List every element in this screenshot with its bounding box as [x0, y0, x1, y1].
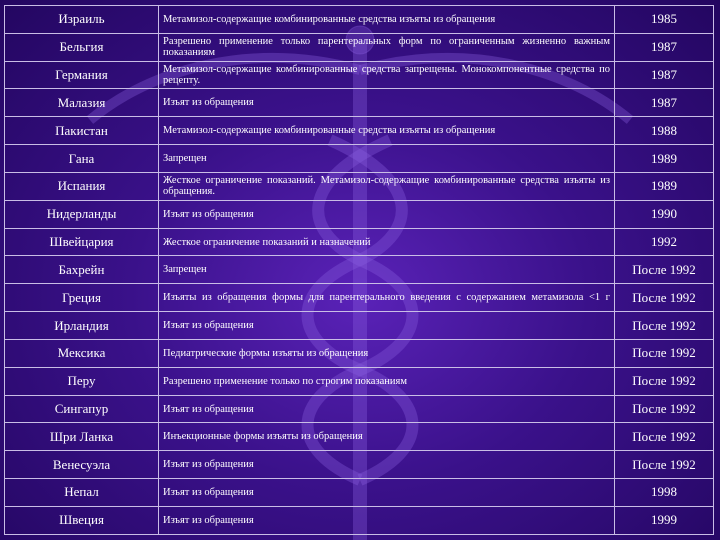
table-row — [5, 367, 714, 395]
year-cell: После 1992 — [615, 423, 714, 451]
year-cell: После 1992 — [615, 339, 714, 367]
country-cell: Непал — [5, 479, 159, 507]
measure-cell: Изъяты из обращения формы для парентерального введения с содержанием метамизола <1 г — [159, 284, 615, 312]
table-row — [5, 479, 714, 507]
table-row — [5, 506, 714, 534]
measure-cell: Запрещен — [159, 145, 615, 173]
measure-cell: Изъят из обращения — [159, 312, 615, 340]
country-cell: Сингапур — [5, 395, 159, 423]
year-cell: 1998 — [615, 479, 714, 507]
table-row — [5, 284, 714, 312]
measure-cell: Метамизол-содержащие комбинированные средства изъяты из обращения — [159, 117, 615, 145]
table-row — [5, 61, 714, 89]
table-row — [5, 89, 714, 117]
year-cell: 1989 — [615, 172, 714, 200]
country-cell: Швейцария — [5, 228, 159, 256]
measure-cell: Инъекционные формы изъяты из обращения — [159, 423, 615, 451]
measure-cell: Изъят из обращения — [159, 451, 615, 479]
table-row — [5, 145, 714, 173]
country-cell: Мексика — [5, 339, 159, 367]
measure-cell: Жесткое ограничение показаний и назначений — [159, 228, 615, 256]
year-cell: После 1992 — [615, 367, 714, 395]
country-cell: Перу — [5, 367, 159, 395]
table-row — [5, 312, 714, 340]
year-cell: 1989 — [615, 145, 714, 173]
table-row — [5, 423, 714, 451]
country-cell: Шри Ланка — [5, 423, 159, 451]
year-cell: После 1992 — [615, 395, 714, 423]
country-cell: Малазия — [5, 89, 159, 117]
country-cell: Германия — [5, 61, 159, 89]
measure-cell: Изъят из обращения — [159, 89, 615, 117]
year-cell: 1988 — [615, 117, 714, 145]
table-row — [5, 200, 714, 228]
country-cell: Швеция — [5, 506, 159, 534]
year-cell: 1990 — [615, 200, 714, 228]
country-cell: Гана — [5, 145, 159, 173]
table-row — [5, 228, 714, 256]
country-cell: Израиль — [5, 6, 159, 34]
measure-cell: Изъят из обращения — [159, 506, 615, 534]
measure-cell: Педиатрические формы изъяты из обращения — [159, 339, 615, 367]
country-cell: Греция — [5, 284, 159, 312]
year-cell: 1992 — [615, 228, 714, 256]
measure-cell: Метамизол-содержащие комбинированные средства изъяты из обращения — [159, 6, 615, 34]
measure-cell: Метамизол-содержащие комбинированные средства запрещены. Монокомпонентные средства по рецепту. — [159, 61, 615, 89]
year-cell: После 1992 — [615, 451, 714, 479]
country-cell: Пакистан — [5, 117, 159, 145]
table-row — [5, 395, 714, 423]
country-cell: Нидерланды — [5, 200, 159, 228]
country-cell: Испания — [5, 172, 159, 200]
table-row — [5, 451, 714, 479]
measure-cell: Жесткое ограничение показаний. Метамизол-содержащие комбинированные средства изъяты из обращения. — [159, 172, 615, 200]
table-row — [5, 33, 714, 61]
year-cell: 1987 — [615, 33, 714, 61]
table-row — [5, 339, 714, 367]
year-cell: 1985 — [615, 6, 714, 34]
measure-cell: Разрешено применение только парентеральных форм по ограниченным жизненно важным показаниям — [159, 33, 615, 61]
year-cell: После 1992 — [615, 284, 714, 312]
country-cell: Бахрейн — [5, 256, 159, 284]
country-cell: Ирландия — [5, 312, 159, 340]
country-cell: Бельгия — [5, 33, 159, 61]
table-row — [5, 256, 714, 284]
measure-cell: Изъят из обращения — [159, 479, 615, 507]
year-cell: 1987 — [615, 89, 714, 117]
measure-cell: Запрещен — [159, 256, 615, 284]
metamizole-regulation-table — [4, 5, 714, 535]
year-cell: 1999 — [615, 506, 714, 534]
table-row — [5, 6, 714, 34]
country-cell: Венесуэла — [5, 451, 159, 479]
year-cell: После 1992 — [615, 256, 714, 284]
measure-cell: Изъят из обращения — [159, 200, 615, 228]
year-cell: После 1992 — [615, 312, 714, 340]
year-cell: 1987 — [615, 61, 714, 89]
table-row — [5, 172, 714, 200]
table-row — [5, 117, 714, 145]
measure-cell: Разрешено применение только по строгим показаниям — [159, 367, 615, 395]
measure-cell: Изъят из обращения — [159, 395, 615, 423]
